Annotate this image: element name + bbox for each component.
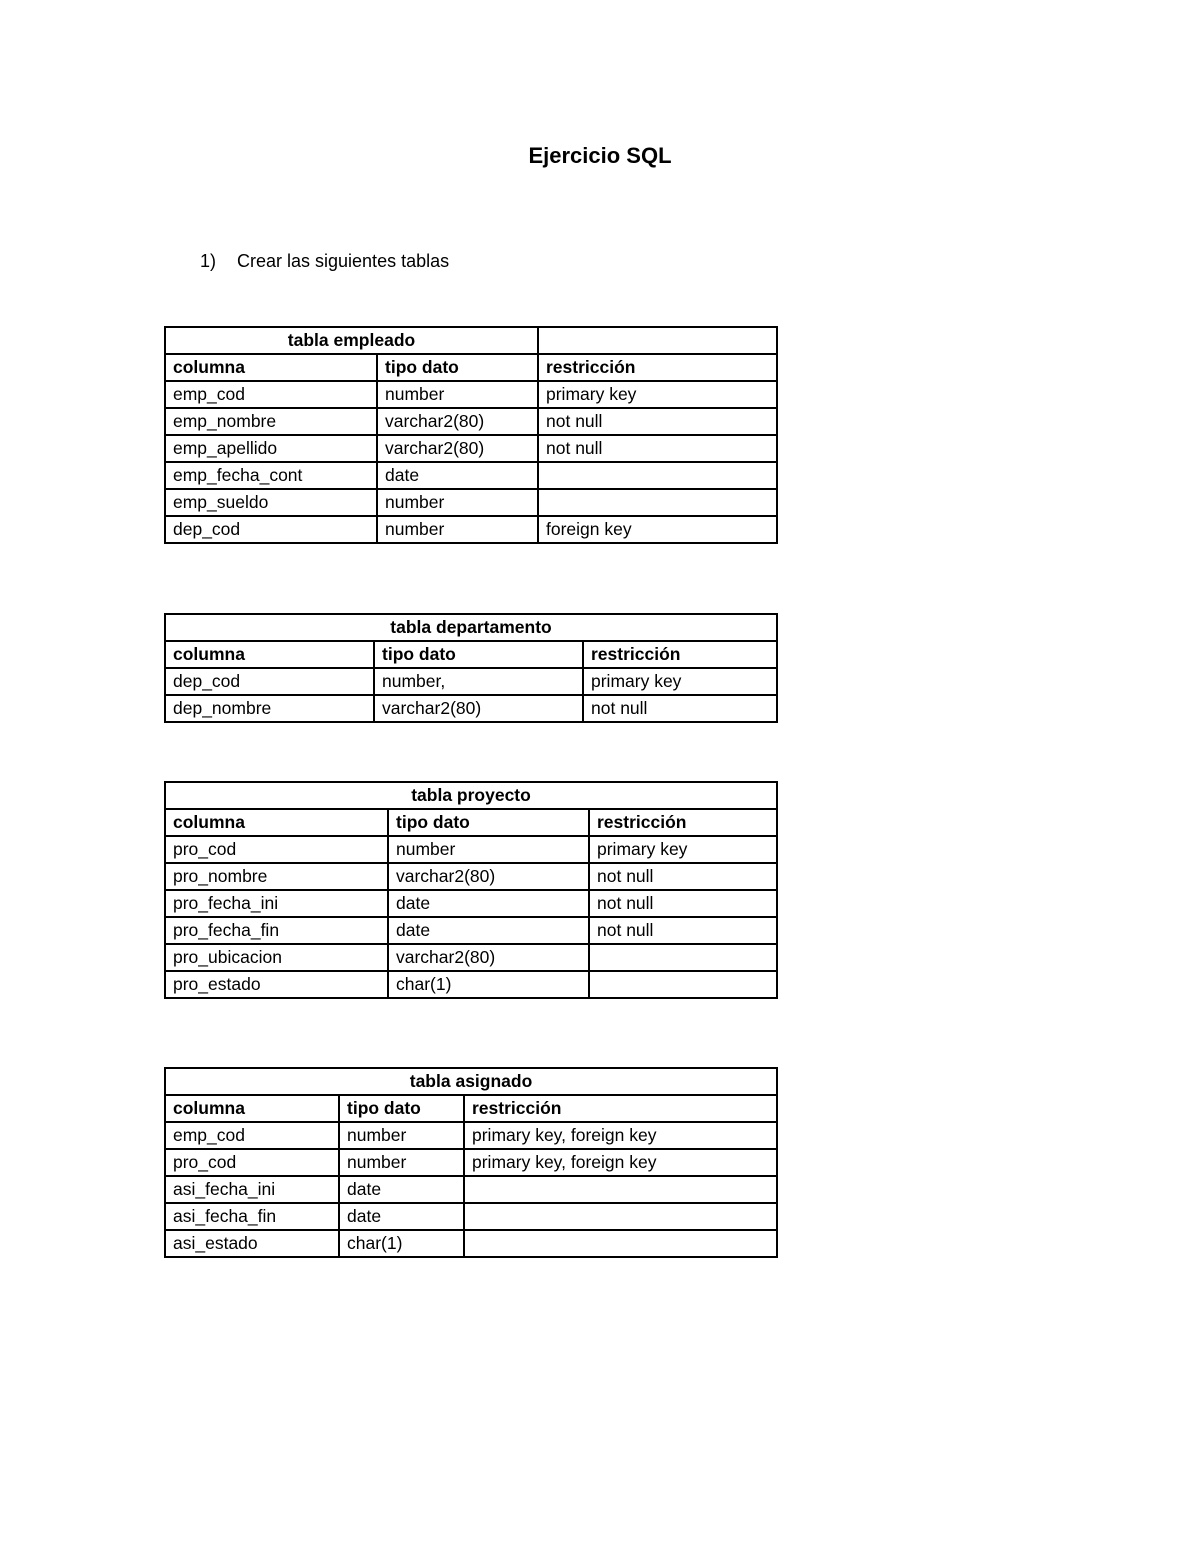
table-row: [165, 462, 777, 489]
table-row: [165, 1122, 777, 1149]
cell-columna: pro_cod: [165, 836, 388, 863]
cell-tipo-dato: char(1): [388, 971, 589, 998]
cell-tipo-dato: varchar2(80): [374, 695, 583, 722]
cell-columna: dep_cod: [165, 516, 377, 543]
cell-tipo-dato: number,: [374, 668, 583, 695]
table-row: [165, 1176, 777, 1203]
cell-columna: pro_nombre: [165, 863, 388, 890]
cell-restriccion: [589, 944, 777, 971]
cell-restriccion: [538, 462, 777, 489]
table-row: [165, 516, 777, 543]
table-row: [165, 863, 777, 890]
cell-columna: emp_cod: [165, 381, 377, 408]
cell-tipo-dato: number: [339, 1149, 464, 1176]
table-caption-row: [165, 614, 777, 641]
cell-columna: pro_ubicacion: [165, 944, 388, 971]
table-header-row: [165, 641, 777, 668]
cell-tipo-dato: date: [388, 890, 589, 917]
cell-tipo-dato: date: [339, 1203, 464, 1230]
cell-columna: asi_fecha_fin: [165, 1203, 339, 1230]
cell-tipo-dato: varchar2(80): [388, 863, 589, 890]
header-tipo-dato: tipo dato: [377, 354, 538, 381]
header-columna: columna: [165, 1095, 339, 1122]
cell-columna: emp_cod: [165, 1122, 339, 1149]
cell-restriccion: primary key: [583, 668, 777, 695]
table-header-row: [165, 354, 777, 381]
cell-restriccion: [538, 489, 777, 516]
cell-restriccion: not null: [589, 890, 777, 917]
cell-tipo-dato: number: [388, 836, 589, 863]
cell-restriccion: [589, 971, 777, 998]
cell-tipo-dato: number: [377, 489, 538, 516]
cell-restriccion: not null: [589, 917, 777, 944]
page-title: Ejercicio SQL: [528, 143, 672, 168]
header-tipo-dato: tipo dato: [339, 1095, 464, 1122]
table-row: [165, 435, 777, 462]
cell-tipo-dato: number: [377, 381, 538, 408]
cell-restriccion: not null: [538, 408, 777, 435]
table-caption: tabla empleado: [165, 327, 538, 354]
table-row: [165, 381, 777, 408]
table-empleado: [164, 326, 778, 544]
table-caption: tabla asignado: [165, 1068, 777, 1095]
table-row: [165, 1149, 777, 1176]
header-columna: columna: [165, 354, 377, 381]
table-caption: tabla departamento: [165, 614, 777, 641]
header-restriccion: restricción: [589, 809, 777, 836]
cell-columna: pro_estado: [165, 971, 388, 998]
cell-columna: emp_apellido: [165, 435, 377, 462]
table-caption-row: [165, 1068, 777, 1095]
cell-restriccion: primary key: [589, 836, 777, 863]
table-caption-row: [165, 327, 777, 354]
cell-columna: pro_fecha_ini: [165, 890, 388, 917]
cell-restriccion: [464, 1230, 777, 1257]
table-asignado: [164, 1067, 778, 1258]
table-row: [165, 668, 777, 695]
header-restriccion: restricción: [464, 1095, 777, 1122]
table-row: [165, 971, 777, 998]
instruction-item: [200, 251, 449, 272]
table-row: [165, 836, 777, 863]
cell-restriccion: [464, 1203, 777, 1230]
table-row: [165, 917, 777, 944]
cell-columna: dep_cod: [165, 668, 374, 695]
cell-restriccion: foreign key: [538, 516, 777, 543]
cell-restriccion: not null: [583, 695, 777, 722]
cell-restriccion: not null: [589, 863, 777, 890]
cell-tipo-dato: varchar2(80): [388, 944, 589, 971]
cell-columna: pro_fecha_fin: [165, 917, 388, 944]
cell-tipo-dato: date: [377, 462, 538, 489]
cell-columna: pro_cod: [165, 1149, 339, 1176]
cell-tipo-dato: number: [377, 516, 538, 543]
empty-cell: [538, 327, 777, 354]
table-row: [165, 408, 777, 435]
table-proyecto: [164, 781, 778, 999]
cell-columna: asi_estado: [165, 1230, 339, 1257]
cell-tipo-dato: char(1): [339, 1230, 464, 1257]
instruction-text: Crear las siguientes tablas: [237, 251, 450, 271]
table-row: [165, 1230, 777, 1257]
header-restriccion: restricción: [583, 641, 777, 668]
cell-columna: dep_nombre: [165, 695, 374, 722]
table-header-row: [165, 1095, 777, 1122]
cell-restriccion: primary key, foreign key: [464, 1122, 777, 1149]
cell-tipo-dato: date: [388, 917, 589, 944]
cell-restriccion: [464, 1176, 777, 1203]
table-row: [165, 890, 777, 917]
header-columna: columna: [165, 641, 374, 668]
cell-columna: emp_nombre: [165, 408, 377, 435]
table-row: [165, 944, 777, 971]
table-header-row: [165, 809, 777, 836]
table-row: [165, 695, 777, 722]
cell-tipo-dato: varchar2(80): [377, 435, 538, 462]
table-row: [165, 1203, 777, 1230]
header-tipo-dato: tipo dato: [388, 809, 589, 836]
cell-columna: emp_fecha_cont: [165, 462, 377, 489]
header-columna: columna: [165, 809, 388, 836]
cell-restriccion: primary key, foreign key: [464, 1149, 777, 1176]
table-row: [165, 489, 777, 516]
cell-tipo-dato: date: [339, 1176, 464, 1203]
cell-tipo-dato: varchar2(80): [377, 408, 538, 435]
table-caption: tabla proyecto: [165, 782, 777, 809]
header-restriccion: restricción: [538, 354, 777, 381]
instruction-number: 1): [200, 251, 217, 271]
cell-columna: asi_fecha_ini: [165, 1176, 339, 1203]
cell-restriccion: not null: [538, 435, 777, 462]
header-tipo-dato: tipo dato: [374, 641, 583, 668]
cell-restriccion: primary key: [538, 381, 777, 408]
cell-tipo-dato: number: [339, 1122, 464, 1149]
table-caption-row: [165, 782, 777, 809]
table-departamento: [164, 613, 778, 723]
cell-columna: emp_sueldo: [165, 489, 377, 516]
